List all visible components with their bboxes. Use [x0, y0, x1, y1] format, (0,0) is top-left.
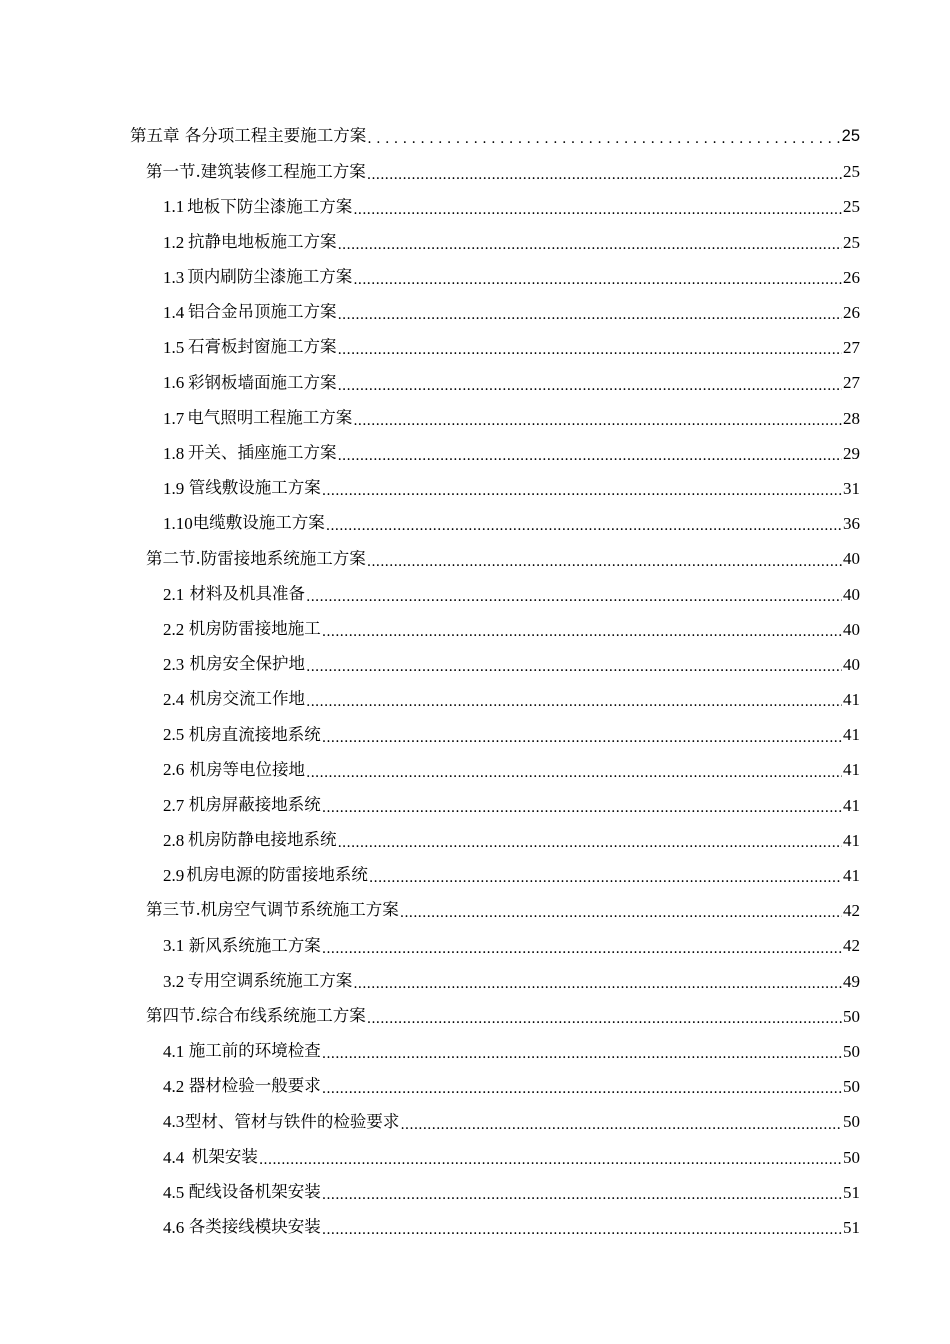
toc-dot-leader: [322, 1221, 842, 1238]
toc-subsection-entry[interactable]: [130, 576, 860, 611]
toc-page-number: 36: [843, 514, 860, 534]
toc-page-number: 49: [843, 971, 860, 991]
toc-entry-number: 第一节.: [146, 161, 201, 181]
toc-section-entry[interactable]: [130, 541, 860, 576]
toc-entry-number: 1.9: [163, 478, 185, 498]
toc-entry-number: 2.1: [163, 584, 185, 604]
toc-page-number: 41: [843, 690, 860, 710]
toc-dot-leader: [367, 130, 840, 147]
toc-page-number: 50: [843, 1041, 860, 1061]
toc-entry-number: 第二节.: [146, 548, 201, 568]
toc-page-number: 41: [843, 795, 860, 815]
toc-dot-leader: [400, 1116, 842, 1133]
toc-entry-title: 机房屏蔽接地系统: [188, 794, 321, 814]
toc-entry-number: 2.3: [163, 654, 185, 674]
toc-page-number: 51: [843, 1182, 860, 1202]
toc-subsection-entry[interactable]: [130, 647, 860, 682]
toc-section-entry[interactable]: [130, 154, 860, 189]
toc-page-number: 41: [843, 760, 860, 780]
toc-page-number: 40: [843, 584, 860, 604]
toc-entry-title: 机房防雷接地施工: [188, 618, 321, 638]
toc-dot-leader: [326, 517, 842, 534]
toc-entry-number: 2.7: [163, 795, 185, 815]
toc-entry-number: 3.1: [163, 936, 185, 956]
toc-page-number: 50: [843, 1112, 860, 1132]
toc-dot-leader: [353, 412, 842, 429]
toc-page-number: 41: [843, 830, 860, 850]
toc-entry-title: 机架安装: [191, 1146, 258, 1166]
toc-subsection-entry[interactable]: [130, 506, 860, 541]
toc-entry-title: 机房安全保护地: [189, 654, 306, 674]
toc-page-number: 31: [843, 478, 860, 498]
toc-entry-title: 铝合金吊顶施工方案: [187, 302, 337, 322]
toc-entry-title: 防雷接地系统施工方案: [200, 548, 366, 568]
toc-entry-number: 2.9: [163, 866, 185, 886]
toc-dot-leader: [400, 904, 842, 921]
toc-dot-leader: [337, 834, 842, 851]
toc-entry-number: 1.1: [163, 197, 185, 217]
toc-entry-number: 4.3: [163, 1112, 185, 1132]
toc-entry-title: 机房等电位接地: [189, 759, 306, 779]
toc-entry-title: 各类接线模块安装: [188, 1217, 321, 1237]
toc-entry-number: 第三节.: [146, 900, 201, 920]
toc-page-number: 27: [843, 338, 860, 358]
toc-entry-title: 材料及机具准备: [189, 583, 306, 603]
toc-page-number: 40: [843, 654, 860, 674]
toc-page-number: 42: [843, 936, 860, 956]
toc-entry-title: 新风系统施工方案: [188, 935, 321, 955]
toc-page-number: 50: [843, 1006, 860, 1026]
toc-entry-title: 型材、管材与铁件的检验要求: [184, 1111, 400, 1131]
toc-page-number: 26: [843, 303, 860, 323]
table-of-contents: [130, 119, 860, 1245]
toc-subsection-entry[interactable]: [130, 471, 860, 506]
toc-entry-title: 彩钢板墙面施工方案: [187, 372, 337, 392]
toc-page-number: 40: [843, 619, 860, 639]
toc-section-entry[interactable]: [130, 893, 860, 928]
toc-page-number: 29: [843, 443, 860, 463]
toc-page-number: 51: [843, 1217, 860, 1237]
toc-page-number: 50: [843, 1147, 860, 1167]
toc-dot-leader: [353, 271, 842, 288]
toc-entry-number: 4.6: [163, 1217, 185, 1237]
toc-dot-leader: [337, 377, 842, 394]
toc-subsection-entry[interactable]: [130, 1175, 860, 1210]
toc-entry-title: 配线设备机架安装: [188, 1181, 321, 1201]
toc-entry-number: 1.7: [163, 408, 185, 428]
toc-entry-number: 4.1: [163, 1041, 185, 1061]
toc-page-number: 50: [843, 1077, 860, 1097]
toc-entry-number: 2.2: [163, 619, 185, 639]
toc-entry-number: 1.3: [163, 267, 185, 287]
toc-subsection-entry[interactable]: [130, 682, 860, 717]
toc-entry-number: 3.2: [163, 971, 185, 991]
toc-subsection-entry[interactable]: [130, 964, 860, 999]
toc-dot-leader: [322, 729, 842, 746]
toc-entry-number: 1.2: [163, 232, 185, 252]
toc-entry-title: 顶内刷防尘漆施工方案: [187, 267, 353, 287]
toc-dot-leader: [322, 1045, 842, 1062]
toc-subsection-entry[interactable]: [130, 717, 860, 752]
toc-subsection-entry[interactable]: [130, 788, 860, 823]
toc-dot-leader: [322, 623, 842, 640]
toc-dot-leader: [337, 306, 842, 323]
toc-entry-title: 电缆敷设施工方案: [192, 513, 325, 533]
toc-subsection-entry[interactable]: [130, 295, 860, 330]
toc-subsection-entry[interactable]: [130, 260, 860, 295]
toc-entry-title: 器材检验一般要求: [188, 1076, 321, 1096]
toc-entry-title: 机房防静电接地系统: [187, 830, 337, 850]
toc-dot-leader: [259, 1151, 842, 1168]
toc-dot-leader: [337, 341, 842, 358]
toc-entry-title: 石膏板封窗施工方案: [187, 337, 337, 357]
toc-subsection-entry[interactable]: [130, 1034, 860, 1069]
toc-entry-title: 机房电源的防雷接地系统: [186, 865, 368, 885]
toc-dot-leader: [337, 236, 842, 253]
toc-entry-number: 第四节.: [146, 1006, 201, 1026]
toc-entry-title: 机房交流工作地: [189, 689, 306, 709]
toc-entry-number: 2.5: [163, 725, 185, 745]
toc-entry-number: 2.6: [163, 760, 185, 780]
toc-subsection-entry[interactable]: [130, 823, 860, 858]
toc-entry-title: 抗静电地板施工方案: [187, 231, 337, 251]
toc-entry-title: 电气照明工程施工方案: [187, 407, 353, 427]
toc-dot-leader: [322, 482, 842, 499]
toc-entry-number: 4.4: [163, 1147, 185, 1167]
toc-subsection-entry[interactable]: [130, 752, 860, 787]
toc-section-entry[interactable]: [130, 999, 860, 1034]
toc-entry-number: 2.4: [163, 690, 185, 710]
toc-dot-leader: [322, 1186, 842, 1203]
toc-entry-title: 施工前的环境检查: [188, 1041, 321, 1061]
toc-dot-leader: [369, 869, 842, 886]
toc-dot-leader: [367, 553, 842, 570]
toc-entry-number: 1.4: [163, 303, 185, 323]
toc-dot-leader: [306, 693, 842, 710]
toc-entry-title: 第五章 各分项工程主要施工方案: [130, 126, 367, 146]
toc-dot-leader: [306, 588, 842, 605]
toc-page-number: 25: [843, 232, 860, 252]
toc-page-number: 25: [843, 197, 860, 217]
toc-subsection-entry[interactable]: [130, 365, 860, 400]
toc-chapter-entry[interactable]: [130, 119, 860, 154]
toc-subsection-entry[interactable]: [130, 1104, 860, 1139]
toc-entry-title: 地板下防尘漆施工方案: [187, 196, 353, 216]
toc-subsection-entry[interactable]: [130, 401, 860, 436]
toc-dot-leader: [306, 764, 842, 781]
toc-dot-leader: [322, 1080, 842, 1097]
toc-dot-leader: [337, 447, 842, 464]
toc-subsection-entry[interactable]: [130, 330, 860, 365]
toc-page-number: 42: [843, 901, 860, 921]
toc-page-number: 28: [843, 408, 860, 428]
toc-page-number: 25: [843, 162, 860, 182]
toc-entry-number: 1.6: [163, 373, 185, 393]
toc-dot-leader: [367, 166, 842, 183]
toc-dot-leader: [306, 658, 842, 675]
toc-dot-leader: [322, 940, 842, 957]
toc-dot-leader: [353, 975, 842, 992]
toc-subsection-entry[interactable]: [130, 1139, 860, 1174]
toc-entry-number: 1.5: [163, 338, 185, 358]
toc-page-number: 41: [843, 866, 860, 886]
toc-page-number: 25: [841, 127, 860, 146]
toc-entry-number: 2.8: [163, 830, 185, 850]
toc-page-number: 26: [843, 267, 860, 287]
toc-dot-leader: [322, 799, 842, 816]
toc-dot-leader: [367, 1010, 842, 1027]
toc-entry-number: 1.10: [163, 514, 193, 534]
toc-entry-number: 4.2: [163, 1077, 185, 1097]
toc-page-number: 40: [843, 549, 860, 569]
toc-subsection-entry[interactable]: [130, 858, 860, 893]
toc-subsection-entry[interactable]: [130, 225, 860, 260]
toc-dot-leader: [353, 201, 842, 218]
toc-entry-title: 建筑装修工程施工方案: [200, 161, 366, 181]
toc-page-number: 41: [843, 725, 860, 745]
toc-subsection-entry[interactable]: [130, 612, 860, 647]
toc-subsection-entry[interactable]: [130, 1210, 860, 1245]
toc-entry-title: 机房直流接地系统: [188, 724, 321, 744]
toc-entry-title: 开关、插座施工方案: [187, 443, 337, 463]
toc-entry-title: 综合布线系统施工方案: [200, 1006, 366, 1026]
toc-entry-title: 专用空调系统施工方案: [187, 970, 353, 990]
toc-subsection-entry[interactable]: [130, 1069, 860, 1104]
toc-entry-number: 4.5: [163, 1182, 185, 1202]
toc-subsection-entry[interactable]: [130, 928, 860, 963]
toc-subsection-entry[interactable]: [130, 436, 860, 471]
toc-entry-title: 机房空气调节系统施工方案: [200, 900, 399, 920]
toc-page-number: 27: [843, 373, 860, 393]
toc-entry-title: 管线敷设施工方案: [188, 478, 321, 498]
toc-entry-number: 1.8: [163, 443, 185, 463]
toc-subsection-entry[interactable]: [130, 189, 860, 224]
